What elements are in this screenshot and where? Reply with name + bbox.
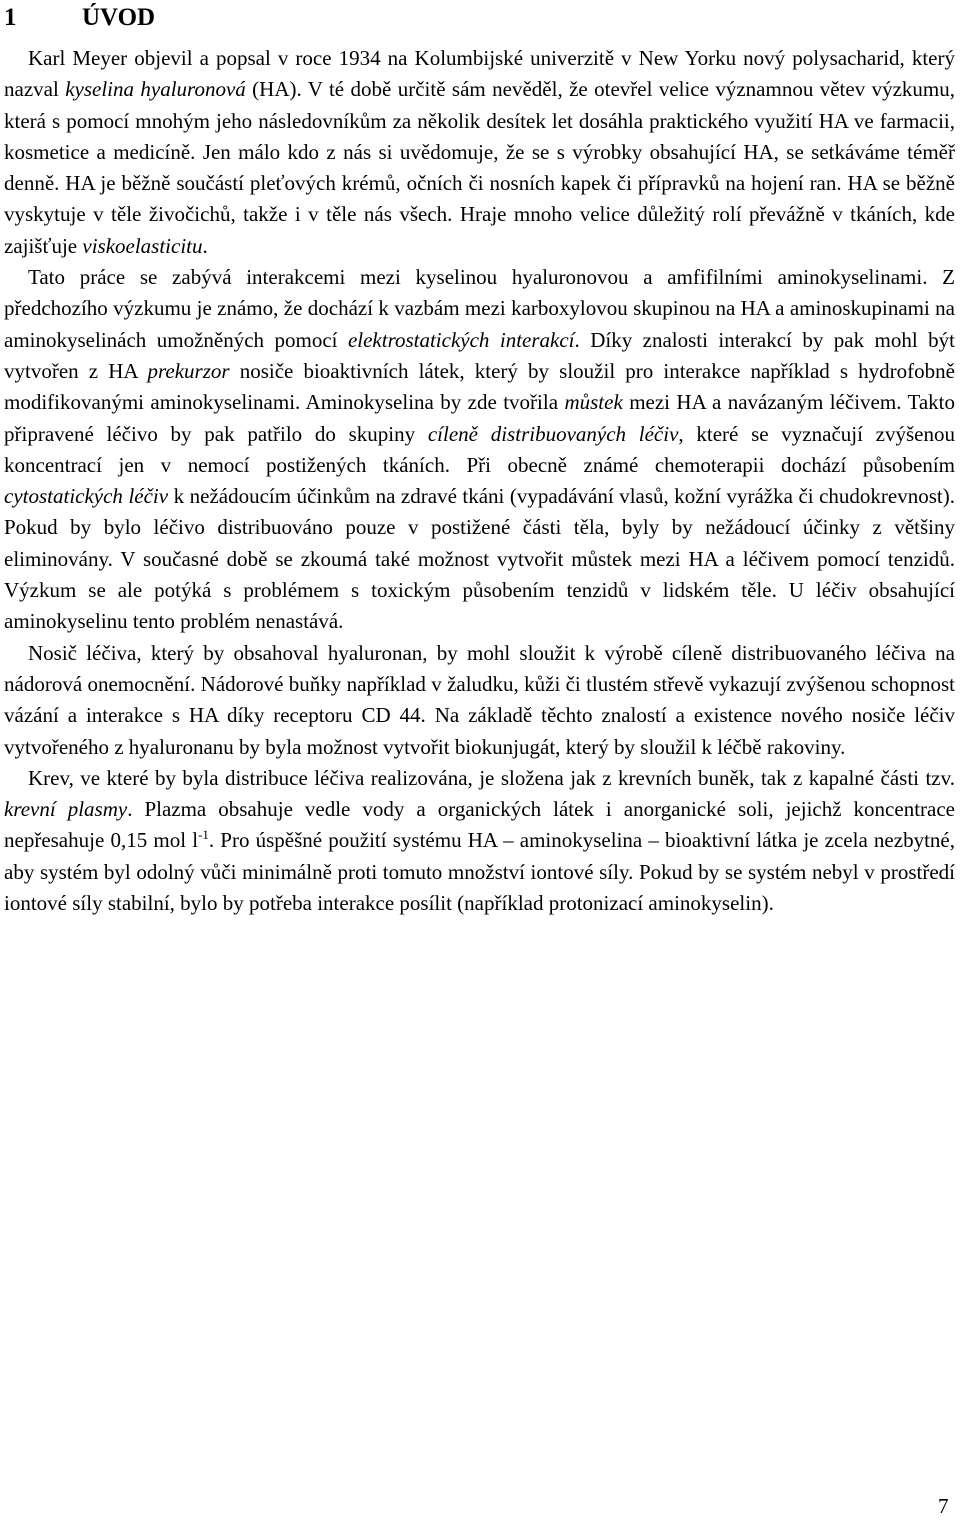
term-mustek: můstek: [564, 390, 623, 415]
paragraph-history: Karl Meyer objevil a popsal v roce 1934 na Kolumbijské univerzitě v New Yorku nový polysacharid, který nazval kyselina hyaluronová (HA). V té době určitě sám nevěděl, že otevřel velice významnou větev výzkumu, která s pomocí mnohým jeho následovníkům za několik desítek let dosáhla praktického využití HA ve farmacii, kosmetice a medicíně. Jen málo kdo z nás si uvědomuje, že se s výrobky obsahující HA, se setkáváme téměř denně. HA je běžně součástí pleťových krémů, očních či nosních kapek či přípravků na hojení ran. HA se běžně vyskytuje v těle živočichů, takže i v těle nás všech. Hraje mnoho velice důležitý rolí převážně v tkáních, kde zajišťuje viskoelasticitu.: [4, 46, 956, 258]
term-elektrostatickych-interakci: elektrostatických interakcí: [347, 327, 575, 352]
chapter-title: ÚVOD: [82, 4, 156, 31]
chapter-heading: [4, 0, 155, 36]
paragraph-cancer: Nosič léčiva, který by obsahoval hyaluronan, by mohl sloužit k výrobě cíleně distribuovaného léčiva na nádorová onemocnění. Nádorové buňky například v žaludku, kůži či tlustém střevě vykazují zvýšenou schopnost vázání a interakce s HA díky receptoru CD 44. Na základě těchto znalostí a existence nového nosiče léčiv vytvořeného z hyaluronanu by byla možnost vytvořit biokunjugát, který by sloužil k léčbě rakoviny.: [4, 640, 955, 759]
superscript-exponent: -1: [198, 827, 209, 843]
term-cytostatickych-leciv: cytostatických léčiv: [4, 484, 169, 509]
paragraph-aim: Tato práce se zabývá interakcemi mezi kyselinou hyaluronovou a amfifilními aminokyselinami. Z předchozího výzkumu je známo, že dochází k vazbám mezi karboxylovou skupinou na HA a aminoskupinami na aminokyselinách umožněných pomocí elektrostatických interakcí. Díky znalosti interakcí by pak mohl být vytvořen z HA prekurzor nosiče bioaktivních látek, který by sloužil pro interakce například s hydrofobně modifikovanými aminokyselinami. Aminokyselina by zde tvořila můstek mezi HA a navázaným léčivem. Takto připravené léčivo by pak patřilo do skupiny cíleně distribuovaných léčiv, které se vyznačují zvýšenou koncentrací jen v nemocí postižených tkáních. Při obecně známé chemoterapii dochází působením cytostatických léčiv k nežádoucím účinkům na zdravé tkáni (vypadávání vlasů, kožní vyrážka či chudokrevnost). Pokud by bylo léčivo distribuováno pouze v postižené části těla, byly by nežádoucí účinky z většiny eliminovány. V současné době se zkoumá také možnost vytvořit můstek mezi HA a léčivem pomocí tenzidů. Výzkum se ale potýká s problémem s toxickým působením tenzidů v lidském těle. U léčiv obsahující aminokyselinu tento problém nenastává.: [4, 265, 956, 634]
term-prekurzor: prekurzor: [147, 358, 230, 383]
term-kyselina-hyaluronova: kyselina hyaluronová: [65, 77, 246, 102]
term-krevni-plasmy: krevní plasmy: [4, 797, 128, 822]
chapter-number: 1: [4, 4, 17, 31]
page-number: 7: [938, 1494, 949, 1518]
term-cilene-distribuovanych-leciv: cíleně distribuovaných léčiv: [427, 421, 679, 446]
term-viskoelasticitu: viskoelasticitu: [82, 233, 203, 258]
paragraph-blood: Krev, ve které by byla distribuce léčiva realizována, je složena jak z krevních buněk, tak z kapalné části tzv. krevní plasmy. Plazma obsahuje vedle vody a organických látek i anorganické soli, jejichž koncentrace nepřesahuje 0,15 mol $l^{-1}$. Pro úspěšné použití systému HA – aminokyselina – bioaktivní látka je zcela nezbytné, aby systém byl odolný vůči minimálně proti tomuto množství iontové síly. Pokud by se systém nebyl v prostředí iontové síly stabilní, bylo by potřeba interakce posílit (například protonizací aminokyselin).: [4, 765, 955, 916]
chapter-body: [4, 43, 955, 919]
